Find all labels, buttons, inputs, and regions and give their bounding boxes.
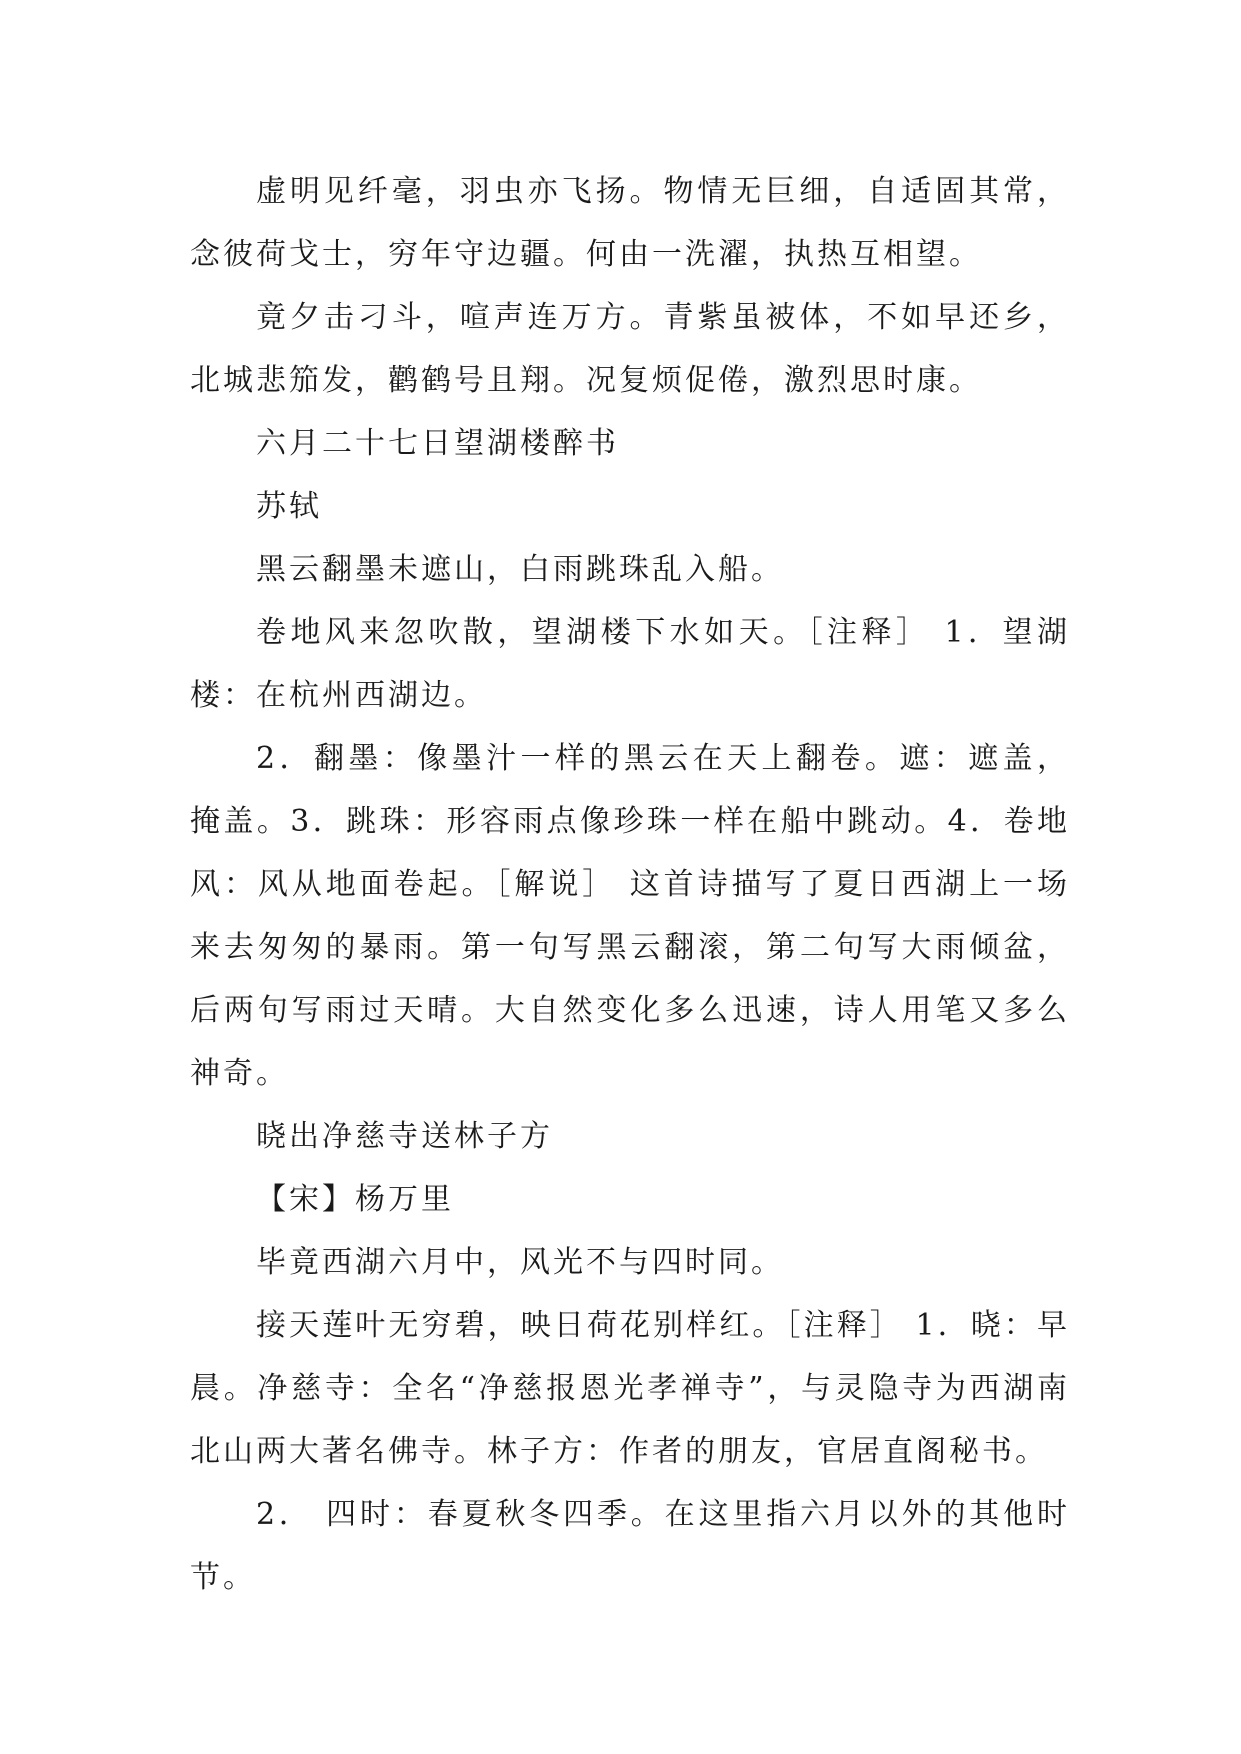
notes-continued: 2． 四时：春夏秋冬四季。在这里指六月以外的其他时节。 [190,1497,1070,1595]
poem-line-2-with-notes: 卷地风来忽吹散，望湖楼下水如天。［注释］ 1．望湖楼：在杭州西湖边。 [190,615,1070,713]
paragraph-poem-stanza-1: 虚明见纤毫，羽虫亦飞扬。物情无巨细，自适固其常，念彼荷戈士，穷年守边疆。何由一洗濯，执热互相望。 [190,174,1070,272]
poem-title-jingcisi: 晓出净慈寺送林子方 [256,1119,553,1154]
poem-author-sushi: 苏轼 [256,489,322,524]
poem-title-wanghulou: 六月二十七日望湖楼醉书 [256,426,619,461]
poem-line-1: 黑云翻墨未遮山，白雨跳珠乱入船。 [256,552,784,587]
poem-line-4-with-notes: 接天莲叶无穷碧，映日荷花别样红。［注释］ 1．晓：早晨。净慈寺：全名“净慈报恩光孝禅寺”，与灵隐寺为西湖南北山两大著名佛寺。林子方：作者的朋友，官居直阁秘书。 [190,1308,1070,1469]
poem-author-yangwanli: 【宋】杨万里 [256,1182,454,1217]
document-body [190,160,1070,1609]
paragraph-poem-stanza-2: 竟夕击刁斗，喧声连万方。青紫虽被体，不如早还乡，北城悲笳发，鹳鹤号且翔。况复烦促倦，激烈思时康。 [190,300,1070,398]
notes-and-commentary: 2．翻墨：像墨汁一样的黑云在天上翻卷。遮：遮盖，掩盖。3．跳珠：形容雨点像珍珠一样在船中跳动。4．卷地风：风从地面卷起。［解说］ 这首诗描写了夏日西湖上一场来去匆匆的暴雨。第一句写黑云翻滚，第二句写大雨倾盆，后两句写雨过天晴。大自然变化多么迅速，诗人用笔又多么神奇。 [190,741,1070,1091]
poem-line-3: 毕竟西湖六月中，风光不与四时同。 [256,1245,784,1280]
